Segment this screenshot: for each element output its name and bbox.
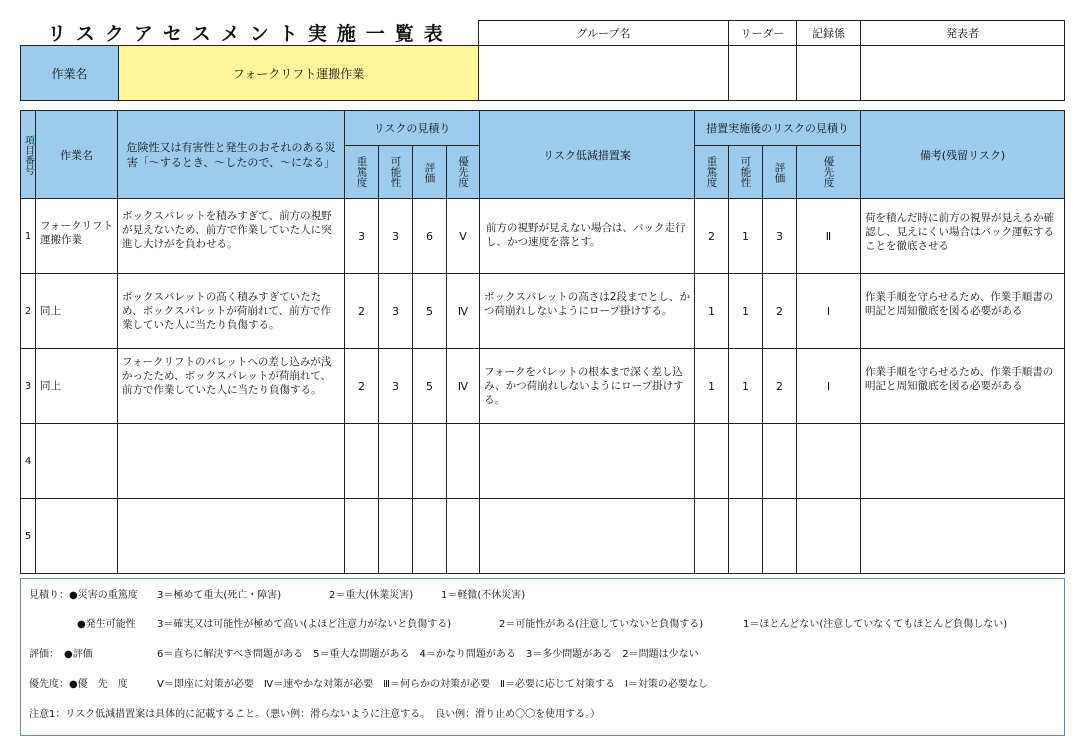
work-name-value: フォークリフト運搬作業: [118, 45, 479, 101]
row-4-remark[interactable]: [860, 423, 1065, 499]
presenter-label: 発表者: [860, 20, 1065, 46]
row-1-hazard[interactable]: ボックスパレットを積みすぎて、前方の視野が見えないため、前方で作業していた人に突進し大けがを負わせる。: [117, 198, 345, 274]
row-2-evaluation[interactable]: 5: [412, 273, 447, 349]
row-3-post-evaluation[interactable]: 2: [762, 348, 797, 424]
recorder-field[interactable]: [796, 45, 861, 101]
presenter-field[interactable]: [860, 45, 1065, 101]
row-5-post-possibility[interactable]: [728, 498, 763, 574]
row-3-no: 3: [20, 348, 36, 424]
row-1-post-evaluation[interactable]: 3: [762, 198, 797, 274]
header-severity: 重篤度: [344, 145, 379, 199]
row-2-severity[interactable]: 2: [344, 273, 379, 349]
row-5-evaluation[interactable]: [412, 498, 447, 574]
row-5-priority[interactable]: [446, 498, 480, 574]
row-5-remark[interactable]: [860, 498, 1065, 574]
row-1-post-priority[interactable]: Ⅱ: [796, 198, 861, 274]
row-3-post-priority[interactable]: Ⅰ: [796, 348, 861, 424]
header-post-priority: 優先度: [796, 145, 861, 199]
row-5-post-priority[interactable]: [796, 498, 861, 574]
row-4-no: 4: [20, 423, 36, 499]
row-2-work[interactable]: 同上: [35, 273, 118, 349]
legend-possibility-3: 3＝確実又は可能性が極めて高い(よほど注意力がないと負傷する): [157, 619, 452, 630]
legend-possibility-label: ●発生可能性: [77, 619, 136, 630]
header-post-evaluation: 評価: [762, 145, 797, 199]
page-title: リスクアセスメント実施一覧表: [47, 22, 453, 45]
header-work-name: 作業名: [35, 110, 118, 199]
legend-evaluation-label: 評価： ●評価: [29, 649, 93, 660]
row-2-post-priority[interactable]: Ⅰ: [796, 273, 861, 349]
row-4-post-evaluation[interactable]: [762, 423, 797, 499]
row-1-remark[interactable]: 荷を積んだ時に前方の視界が見えるか確認し、見えにくい場合はバック運転することを徹底させる: [860, 198, 1065, 274]
row-3-evaluation[interactable]: 5: [412, 348, 447, 424]
header-possibility: 可能性: [378, 145, 413, 199]
row-4-severity[interactable]: [344, 423, 379, 499]
legend-possibility-2: 2＝可能性がある(注意していないと負傷する): [499, 619, 704, 630]
legend-possibility-1: 1＝ほとんどない(注意していなくてもほとんど負傷しない): [743, 619, 1008, 630]
leader-label: リーダー: [728, 20, 797, 46]
header-post-risk: 措置実施後のリスクの見積り: [694, 110, 861, 146]
header-remarks: 備考(残留リスク): [860, 110, 1065, 199]
row-2-measure[interactable]: ボックスパレットの高さは2段までとし、かつ荷崩れしないようにロープ掛けする。: [479, 273, 695, 349]
row-4-post-severity[interactable]: [694, 423, 729, 499]
row-1-evaluation[interactable]: 6: [412, 198, 447, 274]
row-3-work[interactable]: 同上: [35, 348, 118, 424]
legend-severity-1: 1＝軽微(不休災害): [441, 590, 526, 601]
row-1-no: 1: [20, 198, 36, 274]
row-2-post-possibility[interactable]: 1: [728, 273, 763, 349]
legend-priority-text: Ⅴ＝即座に対策が必要 Ⅳ＝速やかな対策が必要 Ⅲ＝何らかの対策が必要 Ⅱ＝必要に応じて対策する Ⅰ＝対策の必要なし: [157, 679, 708, 690]
row-2-possibility[interactable]: 3: [378, 273, 413, 349]
row-3-measure[interactable]: フォークをパレットの根本まで深く差し込み、かつ荷崩れしないようにロープ掛けする。: [479, 348, 695, 424]
header-risk-estimate: リスクの見積り: [344, 110, 480, 146]
row-2-post-severity[interactable]: 1: [694, 273, 729, 349]
work-name-label: 作業名: [20, 45, 119, 101]
row-4-evaluation[interactable]: [412, 423, 447, 499]
row-2-post-evaluation[interactable]: 2: [762, 273, 797, 349]
row-1-priority[interactable]: Ⅴ: [446, 198, 480, 274]
row-3-possibility[interactable]: 3: [378, 348, 413, 424]
row-5-possibility[interactable]: [378, 498, 413, 574]
row-4-work[interactable]: [35, 423, 118, 499]
row-3-priority[interactable]: Ⅳ: [446, 348, 480, 424]
row-4-possibility[interactable]: [378, 423, 413, 499]
row-3-post-severity[interactable]: 1: [694, 348, 729, 424]
legend-severity-label: 見積り：●災害の重篤度: [29, 590, 138, 601]
row-4-hazard[interactable]: [117, 423, 345, 499]
row-2-hazard[interactable]: ボックスパレットの高く積みすぎていたため、ボックスパレットが荷崩れて、前方で作業していた人に当たり負傷する。: [117, 273, 345, 349]
legend-note: 注意1：リスク低減措置案は具体的に記載すること。（悪い例：滑らないように注意する。 良い例：滑り止め〇〇を使用する。）: [29, 709, 601, 720]
recorder-label: 記録係: [796, 20, 861, 46]
row-4-priority[interactable]: [446, 423, 480, 499]
row-1-post-possibility[interactable]: 1: [728, 198, 763, 274]
header-item-no: 項目番号: [20, 110, 36, 199]
row-5-post-severity[interactable]: [694, 498, 729, 574]
legend-severity-2: 2＝重大(休業災害): [329, 590, 414, 601]
row-1-work[interactable]: フォークリフト運搬作業: [35, 198, 118, 274]
row-3-remark[interactable]: 作業手順を守らせるため、作業手順書の明記と周知徹底を図る必要がある: [860, 348, 1065, 424]
legend-evaluation-text: 6＝直ちに解決すべき問題がある 5＝重大な問題がある 4＝かなり問題がある 3＝多少問題がある 2＝問題は少ない: [157, 649, 699, 660]
row-2-priority[interactable]: Ⅳ: [446, 273, 480, 349]
group-name-label: グループ名: [478, 20, 729, 46]
row-1-severity[interactable]: 3: [344, 198, 379, 274]
row-3-post-possibility[interactable]: 1: [728, 348, 763, 424]
leader-field[interactable]: [728, 45, 797, 101]
row-5-no: 5: [20, 498, 36, 574]
row-3-hazard[interactable]: フォークリフトのパレットへの差し込みが浅かったため、ボックスパレットが荷崩れて、前方で作業していた人に当たり負傷する。: [117, 348, 345, 424]
group-name-field[interactable]: [478, 45, 729, 101]
header-post-possibility: 可能性: [728, 145, 763, 199]
row-5-severity[interactable]: [344, 498, 379, 574]
header-post-severity: 重篤度: [694, 145, 729, 199]
row-1-post-severity[interactable]: 2: [694, 198, 729, 274]
row-4-post-possibility[interactable]: [728, 423, 763, 499]
row-5-work[interactable]: [35, 498, 118, 574]
row-5-hazard[interactable]: [117, 498, 345, 574]
row-1-measure[interactable]: 前方の視野が見えない場合は、バック走行し、かつ速度を落とす。: [479, 198, 695, 274]
row-2-no: 2: [20, 273, 36, 349]
header-evaluation: 評価: [412, 145, 447, 199]
row-5-post-evaluation[interactable]: [762, 498, 797, 574]
legend-severity-3: 3＝極めて重大(死亡・障害): [157, 590, 282, 601]
legend-box: [20, 578, 1065, 736]
header-hazard: 危険性又は有害性と発生のおそれのある災害「～するとき、～したので、～になる」: [117, 110, 345, 199]
row-5-measure[interactable]: [479, 498, 695, 574]
row-4-post-priority[interactable]: [796, 423, 861, 499]
header-measures: リスク低減措置案: [479, 110, 695, 199]
legend-priority-label: 優先度：●優 先 度: [29, 679, 128, 690]
row-4-measure[interactable]: [479, 423, 695, 499]
row-3-severity[interactable]: 2: [344, 348, 379, 424]
row-2-remark[interactable]: 作業手順を守らせるため、作業手順書の明記と周知徹底を図る必要がある: [860, 273, 1065, 349]
row-1-possibility[interactable]: 3: [378, 198, 413, 274]
header-priority: 優先度: [446, 145, 480, 199]
